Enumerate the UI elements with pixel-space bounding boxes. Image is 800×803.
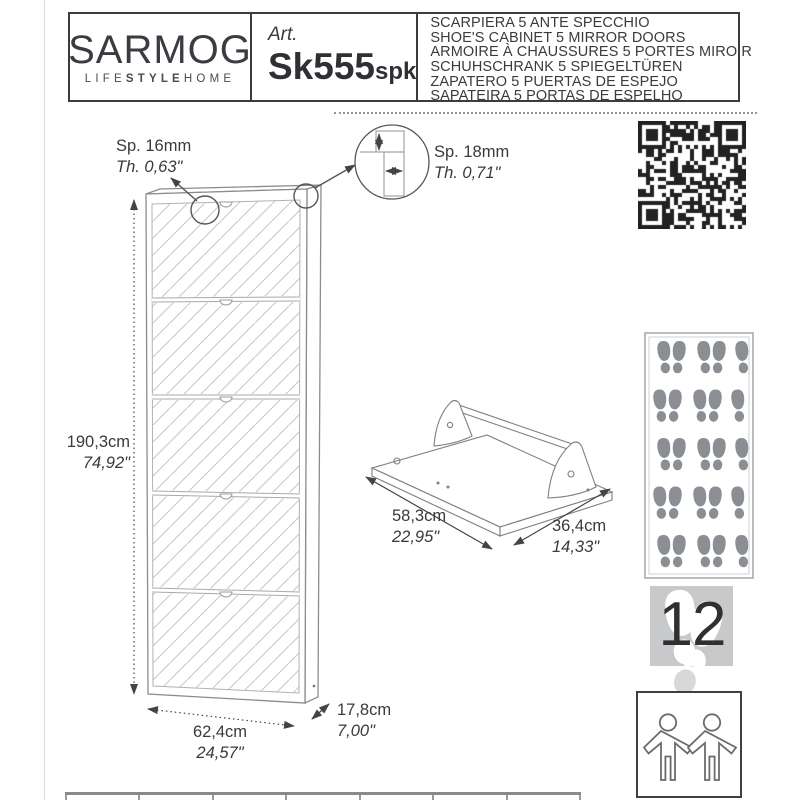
shelf-width-metric: 58,3cm xyxy=(392,507,447,525)
panel-thickness-metric: Sp. 18mm xyxy=(434,143,510,161)
depth-metric: 17,8cm xyxy=(337,701,392,719)
height-imperial: 74,92" xyxy=(82,454,130,473)
table-tick xyxy=(138,795,140,800)
product-title-pt: SAPATEIRA 5 PORTAS DE ESPELHO xyxy=(430,88,683,105)
article-label: Art. xyxy=(268,24,298,45)
label-panel-thickness xyxy=(434,142,509,184)
width-metric: 62,4cm xyxy=(192,723,248,741)
width-imperial: 24,57" xyxy=(196,744,244,763)
callout-arrow-corner xyxy=(315,165,355,188)
label-width xyxy=(165,722,275,764)
magnifier-circle xyxy=(355,125,429,199)
cabinet-side xyxy=(305,185,321,703)
panel-thickness-imperial: Th. 0,71" xyxy=(434,164,501,183)
door-thickness-imperial: Th. 0,63" xyxy=(116,158,183,177)
cabinet-doors-hatch xyxy=(152,200,300,693)
table-tick xyxy=(212,795,214,800)
shelf-depth-imperial: 14,33" xyxy=(552,538,600,557)
magnifier-detail xyxy=(355,125,429,199)
two-person-assembly-box xyxy=(637,692,741,797)
article-code-suffix: spk xyxy=(375,58,417,85)
depth-dimension-line xyxy=(312,704,329,719)
label-door-thickness xyxy=(116,136,191,178)
product-title-it: SCARPIERA 5 ANTE SPECCHIO xyxy=(430,15,650,32)
label-shelf-width xyxy=(392,506,446,548)
table-tick xyxy=(65,795,67,800)
product-title-de: SCHUHSCHRANK 5 SPIEGELTÜREN xyxy=(430,59,683,75)
table-tick xyxy=(579,795,581,800)
product-title-fr: ARMOIRE À CHAUSSURES 5 PORTES MIROIR xyxy=(430,44,752,61)
table-tick xyxy=(506,795,508,800)
tagline-home: HOME xyxy=(183,72,236,85)
cabinet-diagram xyxy=(146,185,321,703)
brand-name: SARMOG xyxy=(68,27,252,72)
article-code-main: Sk555 xyxy=(268,46,375,87)
side-dot xyxy=(313,685,316,688)
bottom-table-edge xyxy=(65,792,581,803)
height-metric: 190,3cm xyxy=(66,433,130,451)
shelf-width-imperial: 22,95" xyxy=(392,528,440,547)
depth-imperial: 7,00" xyxy=(337,722,375,741)
product-title-en: SHOE'S CABINET 5 MIRROR DOORS xyxy=(430,29,686,46)
door-thickness-metric: Sp. 16mm xyxy=(116,137,192,155)
table-tick xyxy=(285,795,287,800)
footprint-panel xyxy=(645,333,753,578)
product-title-es: ZAPATERO 5 PUERTAS DE ESPEJO xyxy=(430,73,678,90)
tagline-life: LIFE xyxy=(84,72,126,85)
table-tick xyxy=(359,795,361,800)
capacity-number: 12 xyxy=(658,590,726,659)
tagline-style: STYLE xyxy=(125,72,184,85)
table-tick xyxy=(432,795,434,800)
shelf-depth-metric: 36,4cm xyxy=(552,517,607,535)
label-depth xyxy=(337,700,391,742)
label-shelf-depth xyxy=(552,516,606,558)
label-height xyxy=(56,432,130,474)
